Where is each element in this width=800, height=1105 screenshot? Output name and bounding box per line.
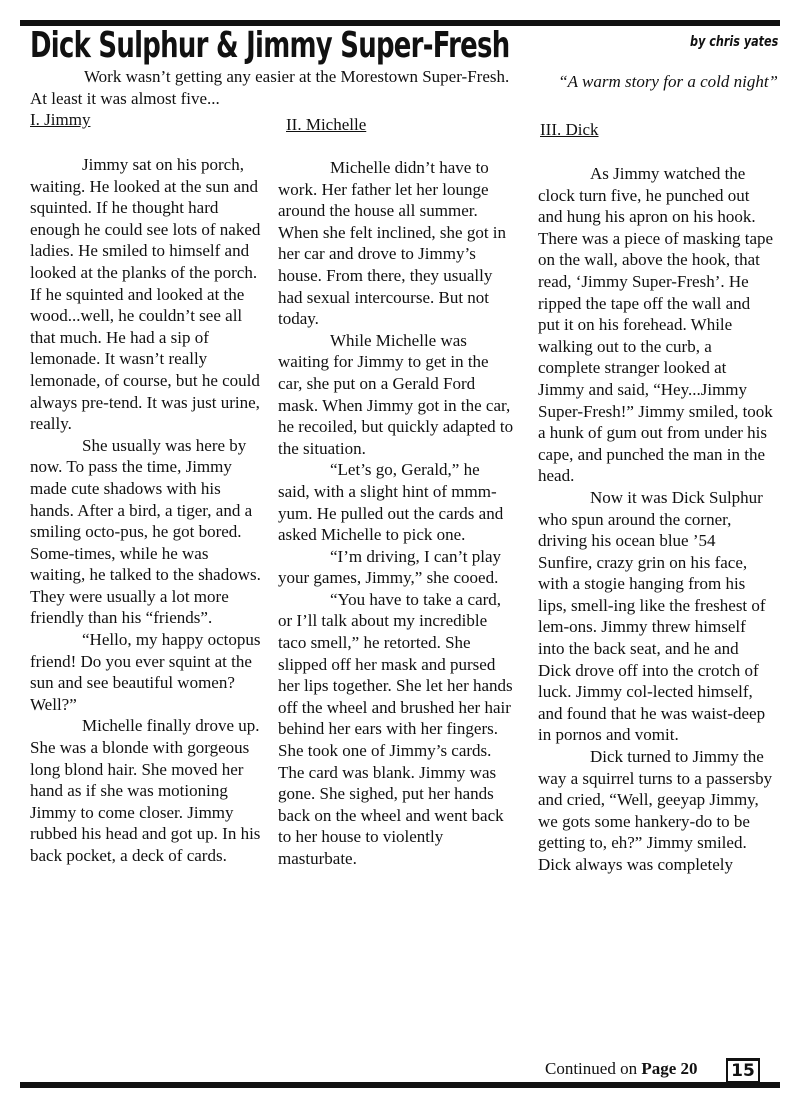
paragraph: Jimmy sat on his porch, waiting. He looked at the sun and squinted. If he thought hard enough he could see lots of naked ladies. He smiled to himself and looked at the planks of the porch. If he squinted and looked at the wood...well, he couldn’t see all that much. He had a sip of lemonade. It wasn’t really lemonade, of course, but he could always pre-tend. It was just urine, really. [30,155,261,434]
column-heading-dick: III. Dick [540,120,599,139]
continued-text: Continued on [545,1059,638,1078]
paragraph: “Let’s go, Gerald,” he said, with a slight hint of mmm-yum. He pulled out the cards and asked Michelle to pick one. [278,460,504,545]
paragraph: As Jimmy watched the clock turn five, he punched out and hung his apron on his hook. There was a piece of masking tape on the wall, above the hook, that read, ‘Jimmy Super-Fresh’. He ripped the tape off the wall and put it on his forehead. While walking out to the curb, a complete stranger looked at Jimmy and said, “Hey...Jimmy Super-Fresh!” Jimmy smiled, took a hunk of gum out from under his cape, and punched the man in the head. [538,164,774,486]
byline: by chris yates [689,34,778,50]
page-number-box [726,1058,760,1084]
continued-page: Page 20 [641,1059,698,1078]
column-jimmy [30,154,266,867]
paragraph: She usually was here by now. To pass the time, Jimmy made cute shadows with his hands. After a bird, a tiger, and a smiling octo-pus, he got bored. Some-times, while he was waiting, he talked to the shadows. They were usually a lot more friendly than his “friends”. [30,435,261,628]
intro-text: Work wasn’t getting any easier at the Morestown Super-Fresh. At least it was almost five... [30,67,510,108]
paragraph: “Hello, my happy octopus friend! Do you ever squint at the sun and see beautiful women? Well?” [30,630,261,714]
paragraph: Michelle finally drove up. She was a blonde with gorgeous long blond hair. She moved her hand as if she was motioning Jimmy to come closer. Jimmy rubbed his head and got up. In his back pocket, a deck of cards. [30,716,261,865]
headline: Dick Sulphur & Jimmy Super-Fresh [30,25,510,66]
paragraph: Michelle didn’t have to work. Her father let her lounge around the house all summer. When she felt inclined, she got in her car and drove to Jimmy’s house. From there, they usually had sexual intercourse. But not today. [278,158,507,329]
page-number: 15 [728,1061,758,1081]
paragraph: Now it was Dick Sulphur who spun around the corner, driving his ocean blue ’54 Sunfire, crazy grin on his face, with a stogie hanging from his lips, smell-ing like the freshest of lem-ons. Jimmy threw himself into the back seat, and he and Dick drove off into the crotch of luck. Jimmy col-lected himself, and found that he was waist-deep in pornos and vomit. [538,487,766,745]
column-dick [538,163,774,876]
paragraph: “I’m driving, I can’t play your games, Jimmy,” she cooed. [278,546,502,588]
column-heading-michelle: II. Michelle [286,115,367,134]
paragraph: While Michelle was waiting for Jimmy to get in the car, she put on a Gerald Ford mask. When Jimmy got in the car, he recoiled, but quickly adapted to the situation. [278,330,514,458]
column-michelle [278,157,514,870]
paragraph: “You have to take a card, or I’ll talk about my incredible taco smell,” he retorted. She slipped off her mask and pursed her lips together. She let her hands off the wheel and brushed her hair behind her ears with her fingers. She took one of Jimmy’s cards. The card was blank. Jimmy was gone. She sighed, put her hands back on the wheel and went back to her house to violently masturbate. [278,589,513,868]
paragraph: Dick turned to Jimmy the way a squirrel turns to a passersby and cried, “Well, geeyap Jimmy, we gots some hankery-do to be getting to, eh?” Jimmy smiled. Dick always was completely [538,747,773,874]
continued-notice [545,1059,698,1079]
column-heading-jimmy: I. Jimmy [30,110,91,129]
bottom-rule [20,1082,780,1088]
tagline: “A warm story for a cold night” [558,72,778,91]
